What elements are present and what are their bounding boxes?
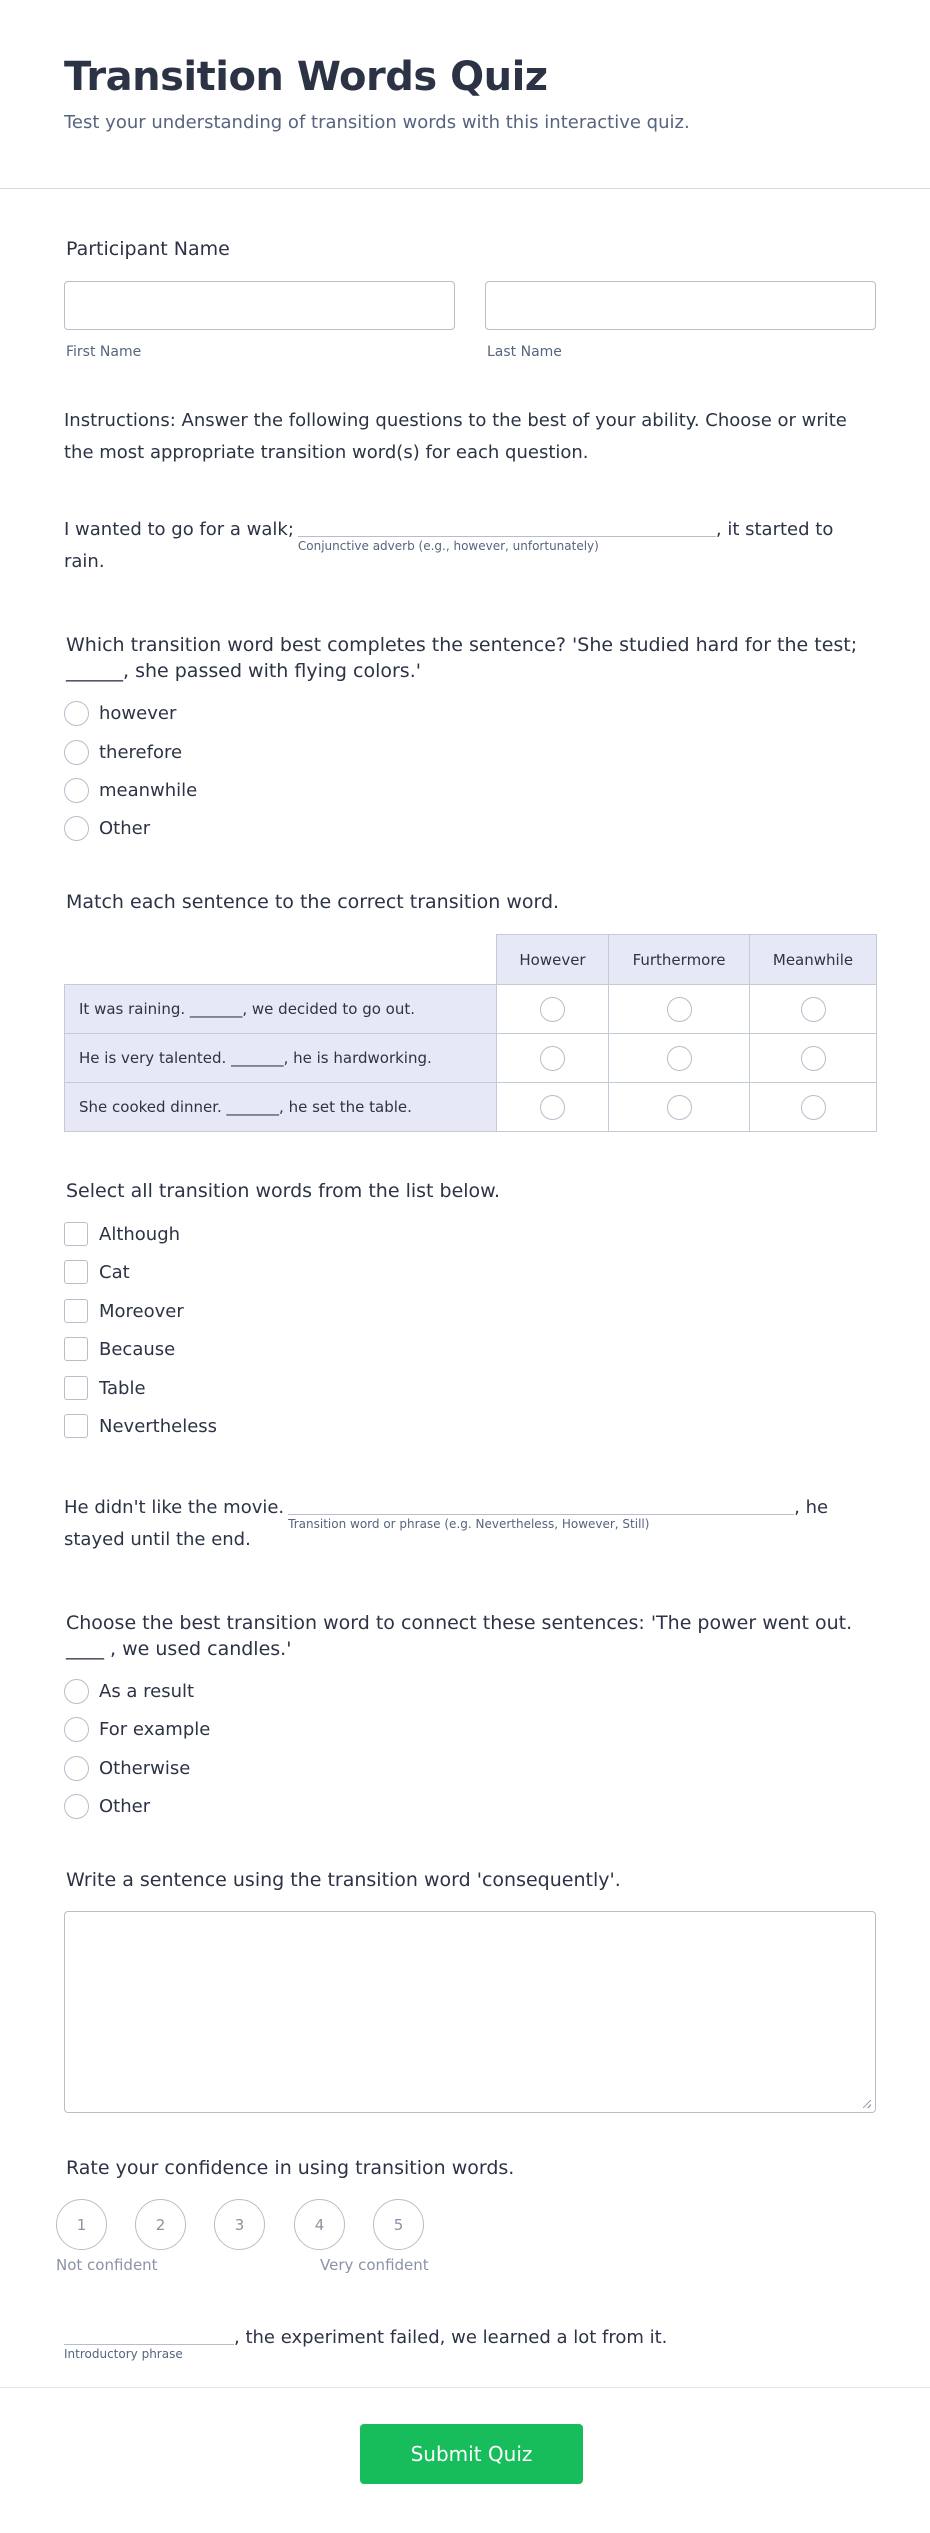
first-name-input[interactable]	[64, 281, 455, 330]
option-label: Otherwise	[99, 1758, 191, 1779]
checkbox[interactable]	[64, 1414, 88, 1438]
fill-2-wrap-text: stayed until the end.	[64, 1529, 251, 1550]
fill-2-hint: Transition word or phrase (e.g. Nevertheless, However, Still)	[288, 1517, 650, 1531]
radio-button[interactable]	[64, 778, 89, 803]
instructions-text: Instructions: Answer the following questions to the best of your ability. Choose or write the most appropriate transition word(s) for each question.	[64, 410, 847, 463]
option-label: As a result	[99, 1681, 195, 1702]
question-2-text: Select all transition words from the list below.	[66, 1180, 501, 1202]
q1-option-however[interactable]	[64, 701, 176, 726]
fill-1-after-text: , it started to	[715, 519, 834, 540]
q3-option-other[interactable]	[64, 1794, 150, 1819]
radio-button[interactable]	[64, 1679, 89, 1704]
option-label: meanwhile	[99, 780, 198, 801]
fill-in-sentence-1	[64, 514, 876, 578]
first-name-sublabel: First Name	[66, 344, 142, 360]
q3-option-as-a-result[interactable]	[64, 1679, 194, 1704]
form-header	[0, 0, 930, 189]
q2-option-because[interactable]	[64, 1337, 175, 1361]
fill-1-before-text: I wanted to go for a walk;	[64, 519, 294, 540]
matrix-col-header: Furthermore	[609, 935, 750, 985]
matrix-radio[interactable]	[667, 997, 692, 1022]
matrix-radio[interactable]	[667, 1095, 692, 1120]
fill-2-before-text: He didn't like the movie.	[64, 1497, 285, 1518]
matrix-row	[65, 1083, 877, 1132]
page-title: Transition Words Quiz	[64, 54, 548, 100]
question-3-text: Choose the best transition word to connect these sentences: 'The power went out. ____ , we used candles.'	[66, 1612, 853, 1660]
radio-button[interactable]	[64, 1717, 89, 1742]
radio-button[interactable]	[64, 1794, 89, 1819]
matrix-row-label: It was raining. _______, we decided to go out.	[65, 985, 497, 1034]
rating-high-label: Very confident	[320, 2256, 429, 2274]
matrix-radio[interactable]	[540, 1046, 565, 1071]
q2-option-nevertheless[interactable]	[64, 1414, 217, 1438]
q3-option-otherwise[interactable]	[64, 1756, 190, 1781]
option-label: Table	[99, 1377, 146, 1399]
last-name-sublabel: Last Name	[487, 344, 562, 360]
radio-button[interactable]	[64, 701, 89, 726]
submit-quiz-button[interactable]: Submit Quiz	[360, 2424, 583, 2484]
matrix-radio[interactable]	[801, 1046, 826, 1071]
matrix-radio[interactable]	[540, 1095, 565, 1120]
checkbox[interactable]	[64, 1222, 88, 1246]
fill-in-sentence-2	[64, 1492, 876, 1556]
page-subtitle: Test your understanding of transition words with this interactive quiz.	[64, 112, 690, 133]
q2-option-although[interactable]	[64, 1222, 180, 1246]
rating-option-2[interactable]: 2	[135, 2199, 186, 2250]
rating-low-label: Not confident	[56, 2256, 158, 2274]
sentence-textarea[interactable]	[64, 1911, 876, 2113]
option-label: Other	[99, 1796, 151, 1817]
option-label: Because	[99, 1338, 176, 1360]
fill-in-sentence-3	[64, 2322, 876, 2361]
participant-name-label: Participant Name	[66, 238, 230, 260]
rating-option-4[interactable]: 4	[294, 2199, 345, 2250]
rating-option-1[interactable]: 1	[56, 2199, 107, 2250]
fill-1-hint: Conjunctive adverb (e.g., however, unfortunately)	[297, 539, 599, 553]
radio-button[interactable]	[64, 816, 89, 841]
matrix-radio[interactable]	[801, 997, 826, 1022]
fill-1-wrap-text: rain.	[64, 551, 105, 572]
matrix-radio[interactable]	[540, 997, 565, 1022]
option-label: therefore	[99, 742, 183, 763]
checkbox[interactable]	[64, 1260, 88, 1284]
option-label: Cat	[99, 1261, 130, 1283]
q2-option-table[interactable]	[64, 1376, 146, 1400]
fill-2-input[interactable]	[288, 1495, 794, 1531]
option-label: Other	[99, 818, 151, 839]
question-4-text: Write a sentence using the transition word 'consequently'.	[66, 1869, 621, 1891]
rating-option-5[interactable]: 5	[373, 2199, 424, 2250]
matrix-table	[64, 934, 877, 1132]
question-1-text: Which transition word best completes the sentence? 'She studied hard for the test; ______, she passed with flying colors.'	[66, 634, 858, 682]
matrix-col-header: However	[497, 935, 609, 985]
q3-option-for-example[interactable]	[64, 1717, 210, 1742]
matrix-row-label: She cooked dinner. _______, he set the table.	[65, 1083, 497, 1132]
checkbox[interactable]	[64, 1337, 88, 1361]
radio-button[interactable]	[64, 1756, 89, 1781]
matrix-row	[65, 985, 877, 1034]
footer-divider	[0, 2387, 930, 2388]
matrix-question-text: Match each sentence to the correct transition word.	[66, 891, 560, 913]
matrix-col-header: Meanwhile	[750, 935, 877, 985]
option-label: For example	[99, 1719, 211, 1740]
q1-option-other[interactable]	[64, 816, 150, 841]
fill-3-input[interactable]	[64, 2325, 234, 2361]
resize-handle-icon[interactable]	[863, 2100, 871, 2108]
q1-option-therefore[interactable]	[64, 740, 182, 765]
matrix-radio[interactable]	[667, 1046, 692, 1071]
rating-option-3[interactable]: 3	[214, 2199, 265, 2250]
radio-button[interactable]	[64, 740, 89, 765]
option-label: however	[99, 703, 177, 724]
fill-1-input[interactable]	[297, 517, 716, 553]
matrix-row-label: He is very talented. _______, he is hardworking.	[65, 1034, 497, 1083]
q2-option-cat[interactable]	[64, 1260, 130, 1284]
q1-option-meanwhile[interactable]	[64, 778, 197, 803]
option-label: Moreover	[99, 1300, 184, 1322]
checkbox[interactable]	[64, 1376, 88, 1400]
q2-option-moreover[interactable]	[64, 1299, 184, 1323]
checkbox[interactable]	[64, 1299, 88, 1323]
fill-2-after-text: , he	[794, 1497, 829, 1518]
last-name-input[interactable]	[485, 281, 876, 330]
fill-3-after-text: , the experiment failed, we learned a lot from it.	[234, 2327, 668, 2348]
option-label: Although	[99, 1223, 181, 1245]
matrix-row	[65, 1034, 877, 1083]
rating-question-text: Rate your confidence in using transition words.	[66, 2157, 515, 2179]
matrix-radio[interactable]	[801, 1095, 826, 1120]
option-label: Nevertheless	[99, 1415, 218, 1437]
fill-3-hint: Introductory phrase	[64, 2347, 183, 2361]
